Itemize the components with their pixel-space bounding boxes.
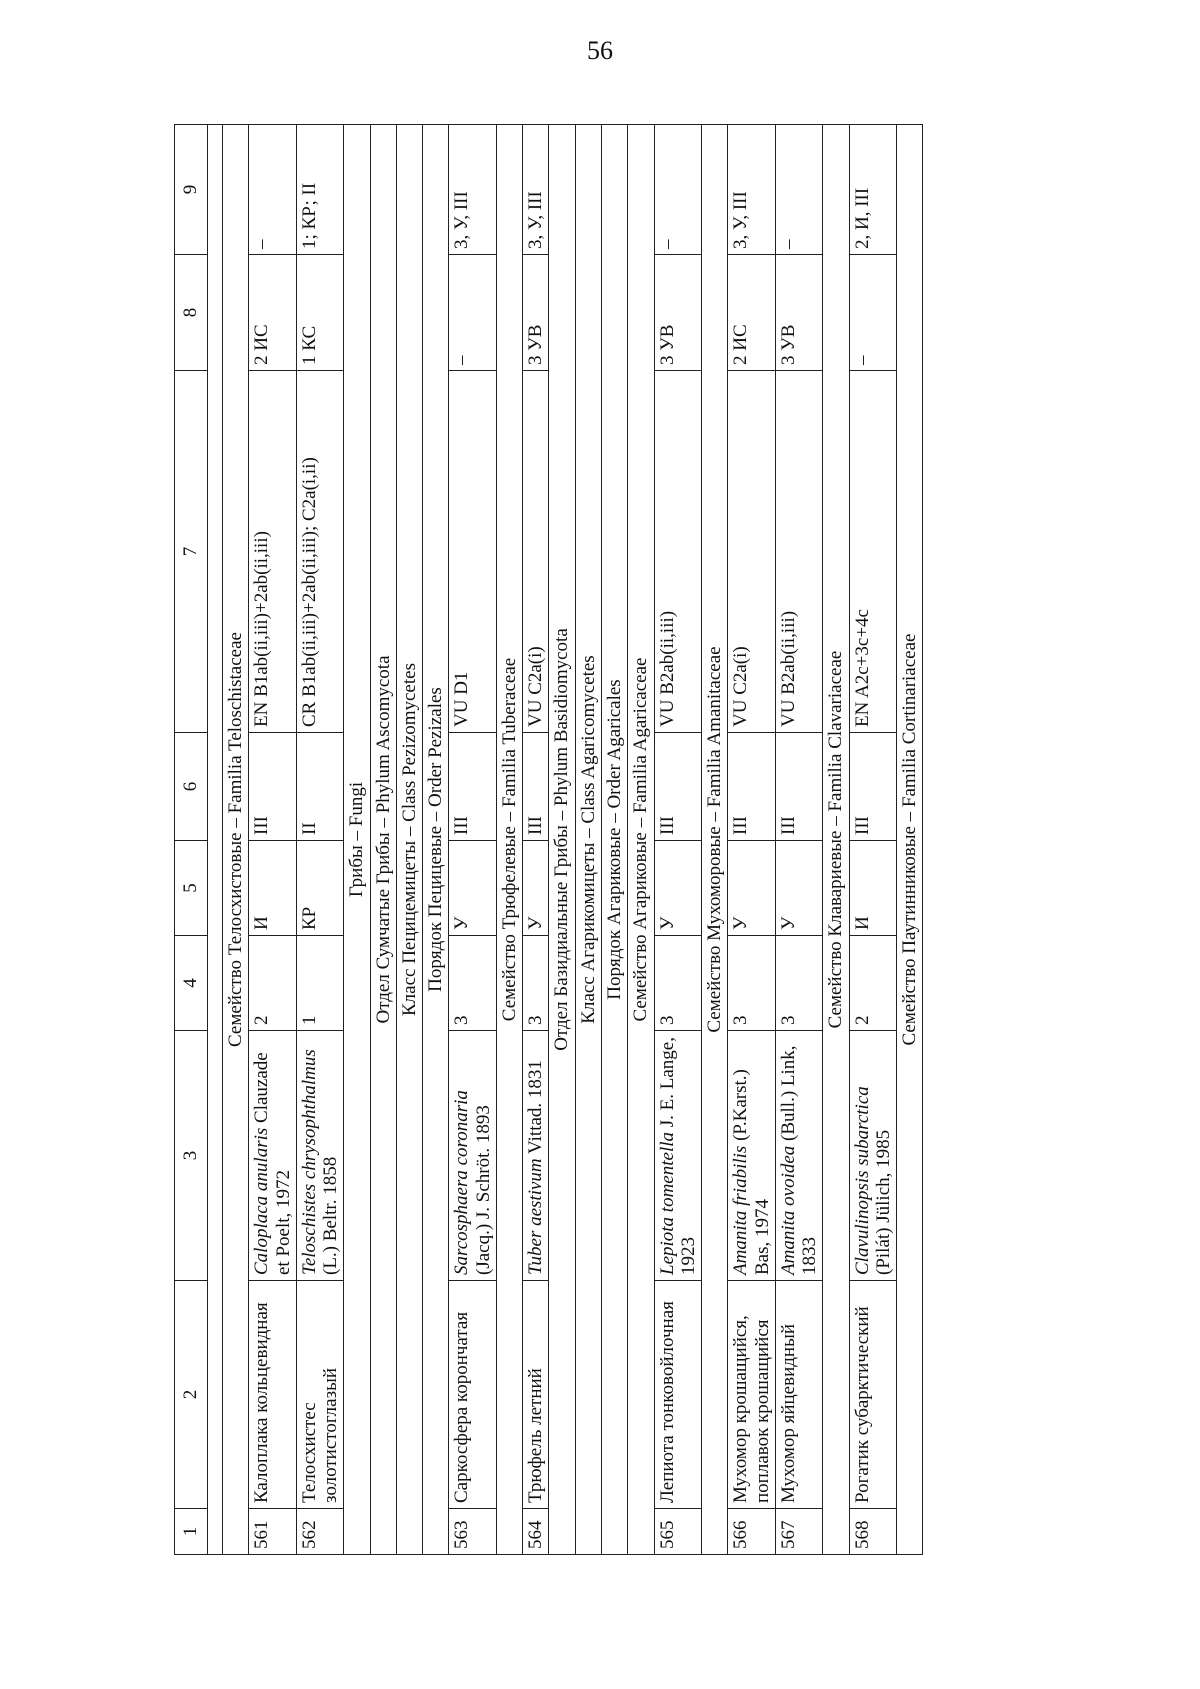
priority-level: III [728, 733, 776, 841]
table-row [523, 125, 549, 1555]
entry-number: 568 [849, 1509, 897, 1555]
taxon-heading-row [628, 125, 654, 1555]
taxon-heading: Порядок Пецицевые – Order Pezizales [423, 125, 449, 1555]
red-book-table [174, 124, 923, 1555]
priority-level: III [654, 733, 702, 841]
status-code: У [654, 841, 702, 936]
column-number-row [175, 125, 208, 1555]
latin-name: Teloschistes chrysophthalmus [298, 1049, 320, 1275]
latin-name: Lepiota tomentella [656, 1131, 678, 1275]
taxon-heading: Класс Агарикомицеты – Class Agaricomycetes [575, 125, 601, 1555]
category-regional: 3 [449, 936, 497, 1031]
russian-name: Саркосфера корончатая [449, 1281, 497, 1509]
status-code: У [449, 841, 497, 936]
taxon-heading: Семейство Агариковые – Familia Agaricaceae [628, 125, 654, 1555]
taxon-heading: Семейство Мухоморовые – Familia Amanitaceae [702, 125, 728, 1555]
taxon-heading: Класс Пецицемицеты – Class Pezizomycetes [396, 125, 422, 1555]
latin-name-cell [728, 1031, 776, 1281]
author-citation: (P.Karst.) Bas, 1974 [730, 1069, 773, 1275]
latin-name-cell [775, 1031, 823, 1281]
taxon-heading-row [223, 125, 249, 1555]
iucn-criteria: EN B1ab(ii,iii)+2ab(ii,iii) [249, 371, 297, 733]
category-federal: – [849, 255, 897, 371]
iucn-criteria: VU B2ab(ii,iii) [654, 371, 702, 733]
category-previous: 2, И, III [849, 125, 897, 255]
category-federal: 3 УВ [523, 255, 549, 371]
page-number: 56 [587, 36, 613, 65]
author-citation: Vittad. 1831 [525, 1060, 547, 1154]
column-number: 6 [175, 733, 208, 841]
russian-name: Телосхистес золотистоглазый [296, 1281, 344, 1509]
category-previous: 3, У, III [449, 125, 497, 255]
taxon-heading-row [370, 125, 396, 1555]
category-previous: – [654, 125, 702, 255]
priority-level: II [296, 733, 344, 841]
latin-name-cell [849, 1031, 897, 1281]
iucn-criteria: EN A2c+3c+4c [849, 371, 897, 733]
entry-number: 562 [296, 1509, 344, 1555]
status-code: КР [296, 841, 344, 936]
taxon-heading-row [897, 125, 923, 1555]
priority-level: III [523, 733, 549, 841]
latin-name-cell [249, 1031, 297, 1281]
category-regional: 2 [249, 936, 297, 1031]
author-citation: (Pilát) Jülich, 1985 [872, 1129, 894, 1275]
priority-level: III [249, 733, 297, 841]
latin-name: Clavulinopsis subarctica [851, 1086, 873, 1275]
iucn-criteria: VU C2a(i) [523, 371, 549, 733]
russian-name: Калоплака кольцевидная [249, 1281, 297, 1509]
entry-number: 566 [728, 1509, 776, 1555]
author-citation: J. E. Lange, 1923 [656, 1037, 699, 1275]
column-number: 2 [175, 1281, 208, 1509]
category-federal: 3 УВ [654, 255, 702, 371]
taxon-heading-row [601, 125, 627, 1555]
category-regional: 3 [728, 936, 776, 1031]
entry-number: 564 [523, 1509, 549, 1555]
category-federal: – [449, 255, 497, 371]
author-citation: (Jacq.) J. Schröt. 1893 [472, 1105, 494, 1275]
column-number: 3 [175, 1031, 208, 1281]
latin-name: Caloplaca anularis [251, 1127, 273, 1275]
taxon-heading-row [423, 125, 449, 1555]
taxon-heading-row [496, 125, 522, 1555]
category-previous: 3, У, III [728, 125, 776, 255]
column-number: 7 [175, 371, 208, 733]
taxon-heading-row [344, 125, 370, 1555]
category-regional: 1 [296, 936, 344, 1031]
priority-level: III [775, 733, 823, 841]
category-previous: – [249, 125, 297, 255]
taxon-heading: Отдел Базидиальные Грибы – Phylum Basidiomycota [549, 125, 575, 1555]
category-federal: 1 КС [296, 255, 344, 371]
column-number: 8 [175, 255, 208, 371]
spacer-row [208, 125, 223, 1555]
latin-name: Amanita friabilis [730, 1145, 752, 1275]
category-federal: 2 ИС [249, 255, 297, 371]
iucn-criteria: VU B2ab(ii,iii) [775, 371, 823, 733]
status-code: У [728, 841, 776, 936]
table-header [175, 125, 208, 1555]
category-regional: 2 [849, 936, 897, 1031]
category-previous: 3, У, III [523, 125, 549, 255]
rotated-table-container [174, 125, 1200, 1555]
entry-number: 565 [654, 1509, 702, 1555]
taxon-heading: Семейство Трюфелевые – Familia Tuberaceae [496, 125, 522, 1555]
taxon-heading: Отдел Сумчатые Грибы – Phylum Ascomycota [370, 125, 396, 1555]
iucn-criteria: VU D1 [449, 371, 497, 733]
table-body [208, 125, 923, 1555]
category-previous: – [775, 125, 823, 255]
priority-level: III [849, 733, 897, 841]
table-row [249, 125, 297, 1555]
taxon-heading-row [702, 125, 728, 1555]
table-row [449, 125, 497, 1555]
taxon-heading: Грибы – Fungi [344, 125, 370, 1555]
entry-number: 563 [449, 1509, 497, 1555]
category-regional: 3 [523, 936, 549, 1031]
latin-name: Tuber aestivum [525, 1158, 547, 1275]
status-code: У [775, 841, 823, 936]
latin-name-cell [654, 1031, 702, 1281]
table-row [775, 125, 823, 1555]
table-row [849, 125, 897, 1555]
russian-name: Трюфель летний [523, 1281, 549, 1509]
author-citation: Clauzade et Poelt, 1972 [251, 1052, 294, 1275]
iucn-criteria: VU C2a(i) [728, 371, 776, 733]
category-federal: 2 ИС [728, 255, 776, 371]
column-number: 4 [175, 936, 208, 1031]
category-federal: 3 УВ [775, 255, 823, 371]
taxon-heading-row [396, 125, 422, 1555]
entry-number: 567 [775, 1509, 823, 1555]
taxon-heading-row [549, 125, 575, 1555]
table-row [728, 125, 776, 1555]
column-number: 5 [175, 841, 208, 936]
column-number: 1 [175, 1509, 208, 1555]
category-regional: 3 [775, 936, 823, 1031]
table-row [654, 125, 702, 1555]
taxon-heading: Порядок Агариковые – Order Agaricales [601, 125, 627, 1555]
russian-name: Мухомор яйцевидный [775, 1281, 823, 1509]
category-previous: 1; КР; II [296, 125, 344, 255]
iucn-criteria: CR B1ab(ii,iii)+2ab(ii,iii); C2a(i,ii) [296, 371, 344, 733]
taxon-heading-row [575, 125, 601, 1555]
latin-name: Sarcosphaera coronaria [451, 1090, 473, 1275]
latin-name-cell [296, 1031, 344, 1281]
table-rotation-frame [174, 125, 1200, 1555]
column-number: 9 [175, 125, 208, 255]
table-row [296, 125, 344, 1555]
taxon-heading: Семейство Клавариевые – Familia Clavariaceae [823, 125, 849, 1555]
taxon-heading: Семейство Паутинниковые – Familia Cortinariaceae [897, 125, 923, 1555]
spacer-cell [208, 125, 223, 1555]
category-regional: 3 [654, 936, 702, 1031]
latin-name-cell [449, 1031, 497, 1281]
russian-name: Мухомор крошащийся, поплавок крошащийся [728, 1281, 776, 1509]
taxon-heading: Семейство Телосхистовые – Familia Teloschistaceae [223, 125, 249, 1555]
russian-name: Лепиота тонковойлочная [654, 1281, 702, 1509]
status-code: У [523, 841, 549, 936]
status-code: И [849, 841, 897, 936]
entry-number: 561 [249, 1509, 297, 1555]
priority-level: III [449, 733, 497, 841]
author-citation: (L.) Beltr. 1858 [320, 1156, 342, 1275]
author-citation: (Bull.) Link, 1833 [777, 1045, 821, 1275]
russian-name: Рогатик субарктический [849, 1281, 897, 1509]
latin-name-cell [523, 1031, 549, 1281]
latin-name: Amanita ovoidea [777, 1145, 799, 1275]
status-code: И [249, 841, 297, 936]
taxon-heading-row [823, 125, 849, 1555]
